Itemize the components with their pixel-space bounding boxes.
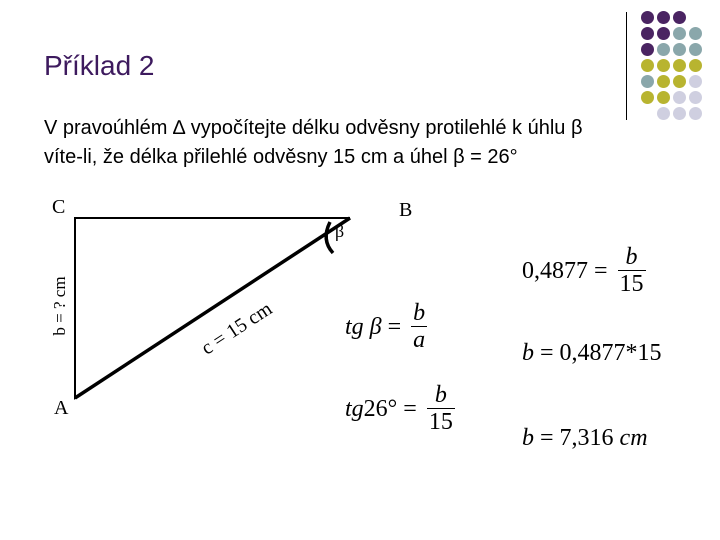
side-c-label: c = 15 cm — [197, 297, 277, 360]
fraction-denominator: 15 — [428, 409, 453, 436]
problem-text-line-1: V pravoúhlém ∆ vypočítejte délku odvěsny protilehlé k úhlu β — [44, 117, 583, 139]
vertex-b-label: B — [399, 199, 413, 221]
vertex-c-label: C — [52, 196, 66, 218]
formula-0-4877 — [522, 245, 646, 298]
hypotenuse-c — [75, 218, 350, 398]
var-beta: β — [369, 313, 382, 340]
func-tg: tg — [345, 313, 364, 340]
angle-beta-label: β — [335, 221, 345, 241]
fraction-numerator: b — [625, 244, 638, 270]
formula-tg-26 — [345, 383, 455, 436]
vertex-a-label: A — [54, 397, 69, 419]
func-tg: tg — [345, 395, 364, 422]
angle-arc — [326, 222, 333, 253]
side-b-label: b = ? cm — [50, 276, 69, 336]
fraction-denominator: 15 — [619, 271, 644, 298]
slide-title: Příklad 2 — [44, 50, 155, 81]
equals-sign: = — [403, 395, 417, 422]
fraction-numerator: b — [434, 382, 447, 408]
var-b: b — [522, 340, 534, 366]
formula-tg-beta — [345, 301, 427, 354]
fraction-denominator: a — [413, 327, 426, 354]
equals-sign: = — [594, 257, 608, 284]
formula-b-result — [522, 425, 648, 452]
result-value: = 7,316 — [540, 425, 614, 451]
var-b: b — [522, 425, 534, 451]
product-expression: = 0,4877*15 — [540, 340, 662, 366]
problem-text-line-2: víte-li, že délka přilehlé odvěsny 15 cm a úhel β = 26° — [44, 146, 518, 168]
value-0-4877: 0,4877 — [522, 257, 588, 284]
angle-26: 26° — [363, 395, 398, 422]
equals-sign: = — [387, 313, 402, 340]
unit-cm: cm — [619, 425, 648, 451]
fraction-numerator: b — [413, 300, 426, 326]
formula-b-product — [522, 340, 662, 367]
